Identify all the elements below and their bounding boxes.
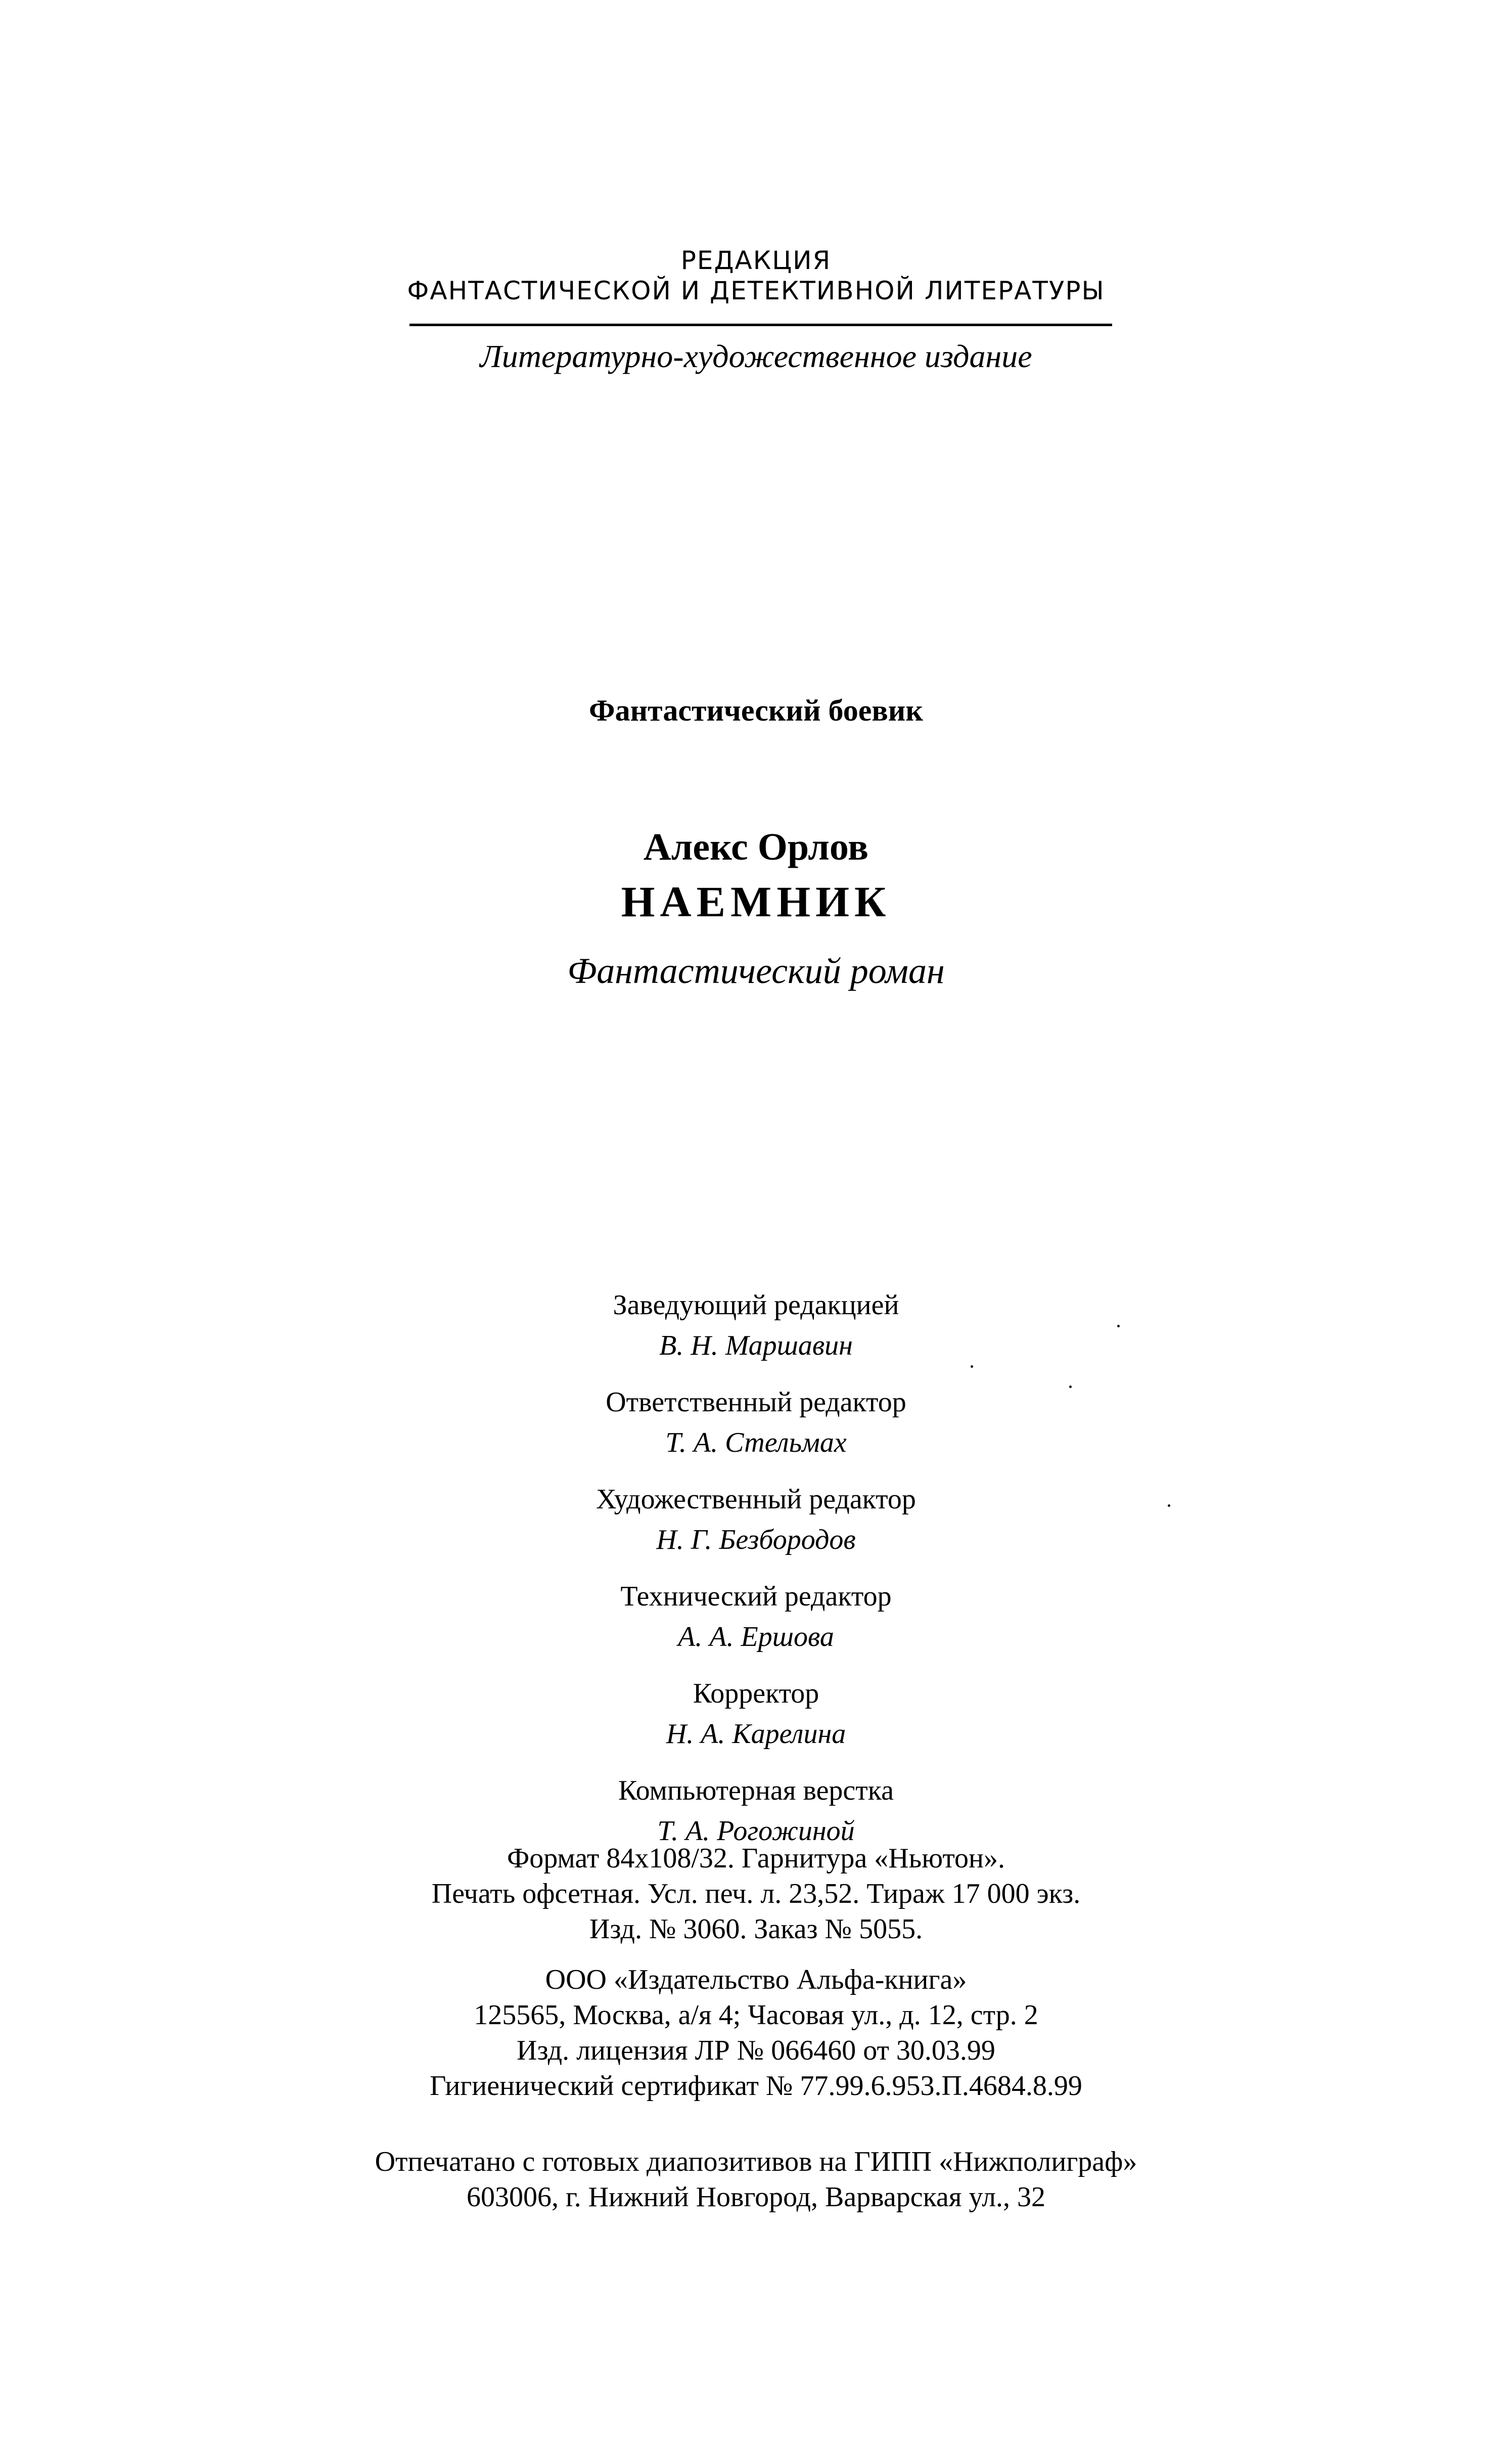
- staff-name: Н. Г. Безбородов: [656, 1524, 856, 1555]
- publisher-line-1: РЕДАКЦИЯ: [680, 246, 832, 275]
- staff-role: Заведующий редакцией: [613, 1289, 899, 1321]
- imprint-printer-address: 603006, г. Нижний Новгород, Варварская ул., 32: [466, 2181, 1046, 2213]
- scan-speck: [1117, 1325, 1120, 1327]
- staff-role: Компьютерная верстка: [618, 1775, 894, 1806]
- staff-entry: [0, 1381, 1512, 1462]
- imprint-spacer: [0, 2104, 1512, 2144]
- staff-entry: [0, 1576, 1512, 1657]
- book-subtitle: Фантастический роман: [567, 951, 945, 991]
- staff-name: Т. А. Стельмах: [665, 1427, 847, 1458]
- imprint-spacer: [0, 1947, 1512, 1962]
- staff-role: Технический редактор: [620, 1581, 892, 1612]
- imprint-printed-by: Отпечатано с готовых диапозитивов на ГИПП «Нижполиграф»: [375, 2146, 1137, 2177]
- staff-entry: [0, 1479, 1512, 1559]
- staff-role: Ответственный редактор: [606, 1387, 906, 1418]
- staff-entry: [0, 1673, 1512, 1754]
- imprint-license: Изд. лицензия ЛР № 066460 от 30.03.99: [517, 2035, 995, 2066]
- staff-name: Н. А. Карелина: [666, 1718, 846, 1750]
- book-title: НАЕМНИК: [621, 877, 891, 926]
- imprint-publisher-name: ООО «Издательство Альфа-книга»: [545, 1964, 967, 1995]
- publisher-divider: [409, 324, 1112, 326]
- scan-speck: [1168, 1504, 1170, 1507]
- staff-role: Корректор: [693, 1678, 819, 1709]
- scan-speck: [1069, 1386, 1072, 1388]
- staff-list: [0, 1284, 1512, 1867]
- scan-speck: [971, 1365, 973, 1368]
- book-genre: Фантастический боевик: [589, 694, 923, 727]
- staff-entry: [0, 1284, 1512, 1365]
- staff-name: В. Н. Маршавин: [659, 1330, 853, 1361]
- book-author: Алекс Орлов: [643, 826, 869, 868]
- staff-entry: [0, 1770, 1512, 1851]
- publisher-line-2: ФАНТАСТИЧЕСКОЙ И ДЕТЕКТИВНОЙ ЛИТЕРАТУРЫ: [407, 276, 1105, 305]
- imprint-format: Формат 84x108/32. Гарнитура «Ньютон».: [507, 1843, 1005, 1874]
- staff-name: А. А. Ершова: [678, 1621, 834, 1653]
- edition-type: Литературно-художественное издание: [480, 338, 1032, 374]
- imprint-certificate: Гигиенический сертификат № 77.99.6.953.П.4684.8.99: [430, 2070, 1082, 2102]
- imprint-order: Изд. № 3060. Заказ № 5055.: [589, 1913, 923, 1945]
- imprint-block: [0, 1841, 1512, 2215]
- imprint-address: 125565, Москва, а/я 4; Часовая ул., д. 12, стр. 2: [474, 1999, 1038, 2031]
- imprint-print: Печать офсетная. Усл. печ. л. 23,52. Тираж 17 000 экз.: [431, 1878, 1081, 1909]
- staff-name: Т. А. Рогожиной: [657, 1815, 855, 1847]
- staff-role: Художественный редактор: [596, 1484, 916, 1515]
